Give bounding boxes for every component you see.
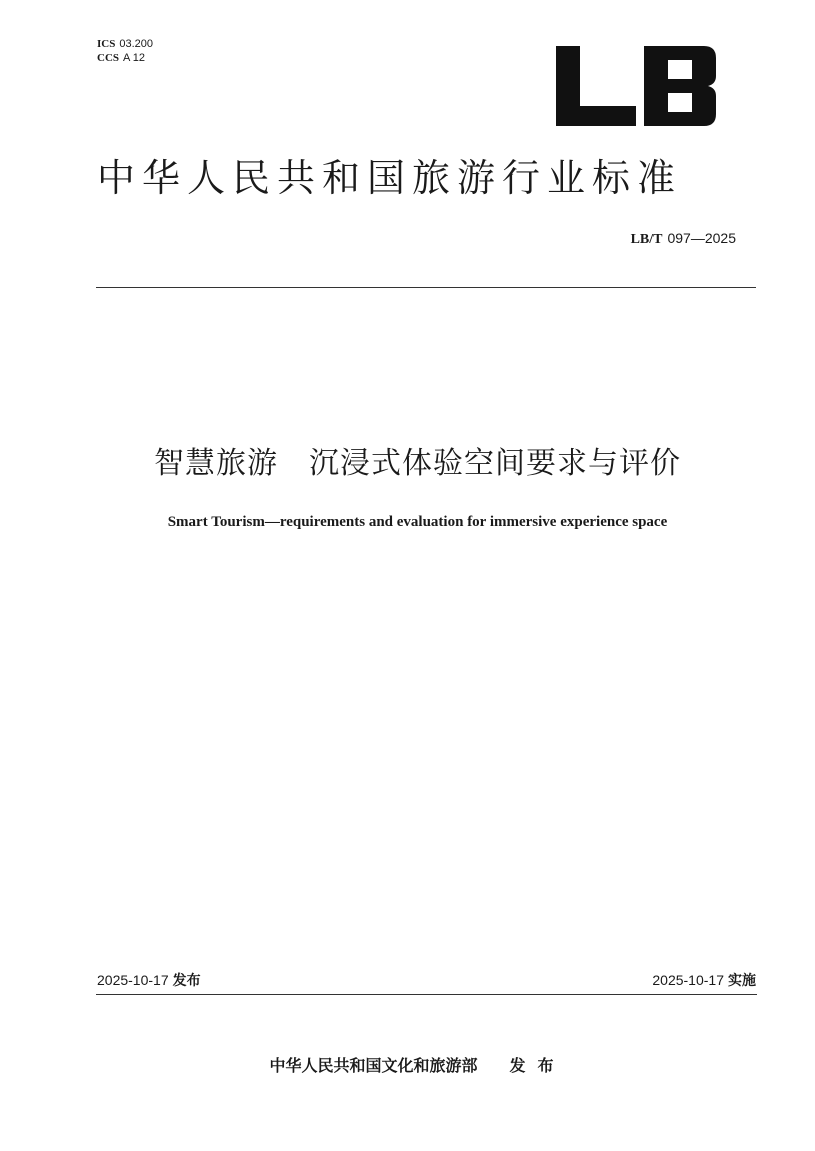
issue-date-line xyxy=(97,970,201,991)
standard-number-value: 097—2025 xyxy=(667,230,736,246)
publisher-action: 发布 xyxy=(509,1056,566,1075)
implementation-date: 2025-10-17 xyxy=(652,972,724,988)
issue-date: 2025-10-17 xyxy=(97,972,169,988)
footer-divider xyxy=(96,994,757,995)
ics-value: 03.200 xyxy=(119,38,153,50)
logo-letter-l xyxy=(556,46,636,126)
standard-number xyxy=(631,230,736,248)
header-divider xyxy=(96,287,756,288)
chinese-document-title: 智慧旅游 沉浸式体验空间要求与评价 xyxy=(154,446,681,481)
implementation-date-line xyxy=(652,970,756,991)
ccs-value: A 12 xyxy=(123,52,146,64)
logo-letter-b xyxy=(644,46,716,126)
issue-word: 发布 xyxy=(172,973,201,989)
ccs-line xyxy=(97,51,153,65)
implementation-word: 实施 xyxy=(728,973,756,989)
english-document-title: Smart Tourism—requirements and evaluation for immersive experience space xyxy=(167,514,668,530)
lb-logo xyxy=(556,46,716,126)
classification-codes xyxy=(97,37,153,65)
ics-line xyxy=(97,37,153,51)
standard-code: LB/T xyxy=(630,232,663,247)
standard-category-title: 中华人民共和国旅游行业标准 xyxy=(97,156,683,200)
publisher-name: 中华人民共和国文化和旅游部 xyxy=(269,1056,478,1075)
ics-label: ICS xyxy=(97,38,116,50)
publisher-line xyxy=(60,1055,775,1077)
ccs-label: CCS xyxy=(97,52,120,64)
